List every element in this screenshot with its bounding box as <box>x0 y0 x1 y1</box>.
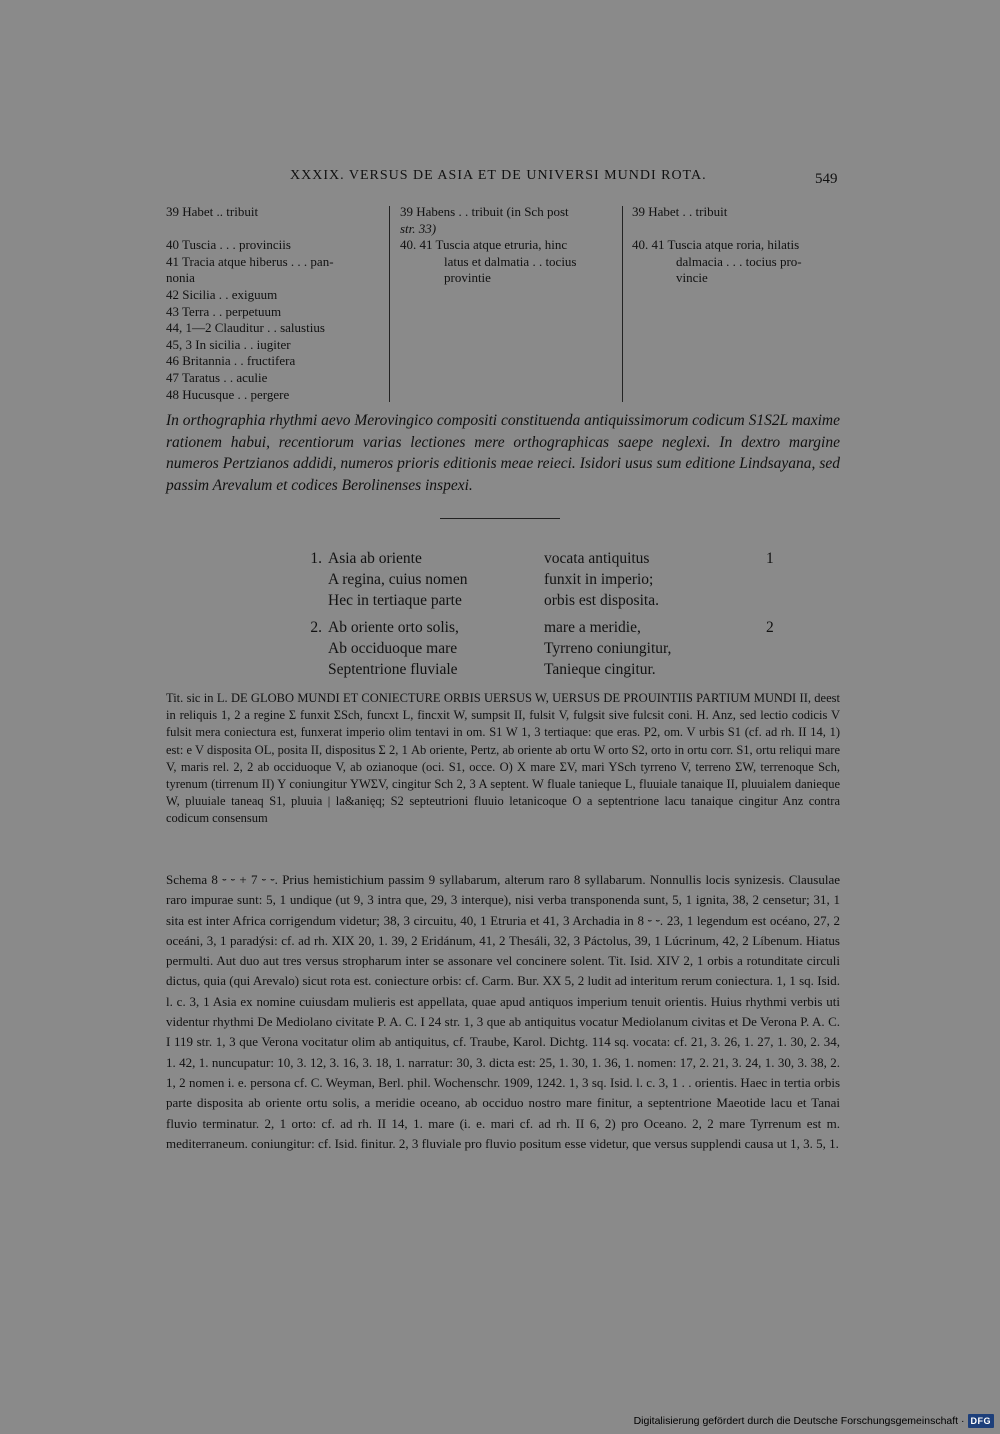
footer-text: Digitalisierung gefördert durch die Deutsche Forschungsgemeinschaft · <box>633 1415 965 1427</box>
manuscript-columns <box>166 204 846 404</box>
verse-first-half: Asia ab oriente <box>328 550 422 567</box>
strophe-number: 1. <box>310 550 322 567</box>
page-number: 549 <box>815 171 838 187</box>
verse-block <box>300 548 800 680</box>
column-line: dalmacia . . . tocius pro- <box>676 253 802 269</box>
verse-second-half: mare a meridie, <box>544 619 641 636</box>
column-2 <box>400 204 618 287</box>
verse-line <box>300 638 800 659</box>
column-line: 39 Habet .. tribuit <box>166 204 259 219</box>
column-line: 47 Taratus . . aculie <box>166 369 268 385</box>
verse-first-half: Ab occiduoque mare <box>328 640 458 657</box>
verse-second-half: Tyrreno coniungitur, <box>544 640 672 657</box>
margin-number: 2 <box>766 619 774 636</box>
commentary-notes: Schema 8 ⏑ ⏑ + 7 ⏑ ⏑. Prius hemistichium passim 9 syllabarum, alterum raro 8 syllabarum. Nonnullis locis synizesis. Clausulae raro impurae sunt: 5, 1 undique (ut 9, 3 intra que, 29, 3 interque), nisi verba transponenda sunt, 5, 1 ignita, 38, 2 censetur; 31, 1 sita est inter Africa corrigendum videtur; 38, 3 circuitu, 40, 1 Etruria et 41, 3 Archadia in 8 ⏑ ⏑. 23, 1 legendum est océano, 27, 2 oceáni, 3, 1 paradýsi: cf. ad rh. XIX 20, 1. 39, 2 Eridánum, 41, 2 Thesáli, 32, 3 Páctolus, 39, 1 Lúcrinum, 42, 2 Líbenum. Hiatus permulti. Aut duo aut tres versus stropharum inter se assonare vel concinere solent. Tit. Isid. XIV 2, 1 orbis a rotunditate circuli dictus, quia (qui Arevalo) sicut rota est. coniecture orbis: cf. Carm. Bur. XX 5, 2 ludit ad interitum rerum coniectura. 1, 1 sq. Isid. l. c. 3, 1 Asia ex nomine cuiusdam mulieris est appellata, quae apud antiquos imperium tenuit orientis. Huius rhythmi verbis uti videntur rhythmi De Mediolano civitate P. A. C. I 24 str. 1, 3 que ab antiquitus vocatur Mediolanum civitas et De Verona P. A. C. I 119 str. 1, 3 que Verona vocitatur olim ab antiquitus, cf. Traube, Karol. Dichtg. 114 sq. vocata: cf. 21, 3. 26, 1. 27, 1. 30, 2. 34, 1. 42, 1. nuncupatur: 10, 3. 12, 3. 16, 3. 18, 1. narratur: 30, 3. dicta est: 25, 1. 30, 1. 36, 1. nomen: 17, 2. 21, 3. 24, 1. 30, 3. 38, 2. 1, 2 nomen i. e. persona cf. C. Weyman, Berl. phil. Wochenschr. 1909, 1242. 1, 3 sq. Isid. l. c. 3, 1 . . orientis. Haec in tertia orbis parte disposita ab oriente ortu solis, a meridie oceano, ab occiduo nostro mare finitur, a septentrione Maeotide lacu et Tanai fluvio terminatur. 2, 1 orto: cf. ad rh. II 14, 1. mare (i. e. mari cf. ad rh. II 6, 2) pro Oceano. 2, 2 mare Tyrrenum est m. mediterraneum. coniungitur: cf. Isid. finitur. 2, 3 fluviale pro fluvio positum esse videtur, que versus supplendi causa ut 1, 3. 5, 1. <box>166 872 840 1151</box>
column-line: 40. 41 Tuscia atque etruria, hinc <box>400 237 568 253</box>
dfg-logo-icon: DFG <box>968 1414 995 1428</box>
intro-paragraph: In orthographia rhythmi aevo Merovingico compositi constituenda antiquissimorum codicum S1S2L maxime rationem habui, recentiorum varias lectiones mere orthographicas saepe neglexi. In dextro margine numeros Pertzianos addidi, numeros prioris editionis meae reieci. Isidori usus sum editione Lindsayana, sed passim Arevalum et codices Berolinenses inspexi. <box>166 412 840 494</box>
column-line: provintie <box>444 270 491 286</box>
column-line: str. 33) <box>400 220 437 236</box>
verse-second-half: Tanieque cingitur. <box>544 661 656 678</box>
column-line: 48 Hucusque . . pergere <box>166 386 290 402</box>
verse-line <box>300 548 800 569</box>
column-line: 40. 41 Tuscia atque roria, hilatis <box>632 237 800 253</box>
running-title: XXXIX. VERSUS DE ASIA ET DE UNIVERSI MUNDI ROTA. <box>290 168 707 183</box>
column-line: 43 Terra . . perpetuum <box>166 303 282 319</box>
column-line <box>632 221 846 238</box>
margin-number: 1 <box>766 550 774 567</box>
verse-second-half: vocata antiquitus <box>544 550 650 567</box>
verse-line <box>300 659 800 680</box>
column-line: 41 Tracia atque hiberus . . . pan- <box>166 253 334 269</box>
funding-footer <box>634 1412 994 1430</box>
verse-line <box>300 617 800 638</box>
verse-second-half: orbis est disposita. <box>544 592 659 609</box>
column-line: 46 Britannia . . fructifera <box>166 353 296 369</box>
strophe-number: 2. <box>310 619 322 636</box>
verse-line <box>300 590 800 611</box>
page-header <box>0 168 1000 190</box>
verse-first-half: Ab oriente orto solis, <box>328 619 459 636</box>
column-divider <box>622 206 623 402</box>
column-line: nonia <box>166 270 195 286</box>
verse-line <box>300 569 800 590</box>
column-line: 45, 3 In sicilia . . iugiter <box>166 336 291 352</box>
verse-first-half: A regina, cuius nomen <box>328 571 468 588</box>
column-line: 39 Habet . . tribuit <box>632 204 728 219</box>
column-3 <box>632 204 846 287</box>
verse-first-half: Septentrione fluviale <box>328 661 458 678</box>
column-line: 40 Tuscia . . . provinciis <box>166 237 291 253</box>
separator-rule <box>440 518 560 519</box>
column-line: 42 Sicilia . . exiguum <box>166 286 278 302</box>
column-line: 44, 1—2 Clauditur . . salustius <box>166 320 325 336</box>
critical-apparatus: Tit. sic in L. DE GLOBO MUNDI ET CONIECTURE ORBIS UERSUS W, UERSUS DE PROUINTIIS PARTIUM MUNDI II, deest in reliquis 1, 2 a regine Σ funxit ΣSch, funcxt L, fincxit W, sumpsit II, fulsit V, fulgsit sive fulcsit coni. H. Anz, sed lectio codicis V fulsit mera coniectura est, funxerat imperio olim tentavi in om. S1 W 1, 3 tertiaque: que eras. P2, om. V urbis S1 (cf. ad rh. II 14, 1) est: e V disposita OL, posita II, dispositus Σ 2, 1 Ab oriente, Pertz, ab oriente ab ortu W orto S2, orto in ortu corr. S1, ortu reliqui mare V, maris rel. 2, 2 ab occiduoque V, ab ozianoque (oci. S1, occe. O) X mare ΣV, mari YSch tyrreno V, terreno ΣW, terrenoque Sch, tyrenum (tirrenum II) Y coniungitur YWΣV, cingitur Sch 2, 3 A septent. W fluale tanieque L, fluuiale tanaique II, pluuialem danieque W, pluuiale taneaq S1, pluuia | la&anięq; S2 septeutrioni fluuio letanicoque O a septentrione lacu tanaique cingitur Anz contra codicum consensum <box>166 691 840 826</box>
verse-second-half: funxit in imperio; <box>544 571 654 588</box>
column-line: vincie <box>676 270 708 286</box>
verse-first-half: Hec in tertiaque parte <box>328 592 462 609</box>
column-line <box>166 221 384 238</box>
column-1 <box>166 204 384 403</box>
column-line: 39 Habens . . tribuit (in Sch post <box>400 204 569 219</box>
column-divider <box>389 206 390 402</box>
column-line: latus et dalmatia . . tocius <box>444 253 577 269</box>
